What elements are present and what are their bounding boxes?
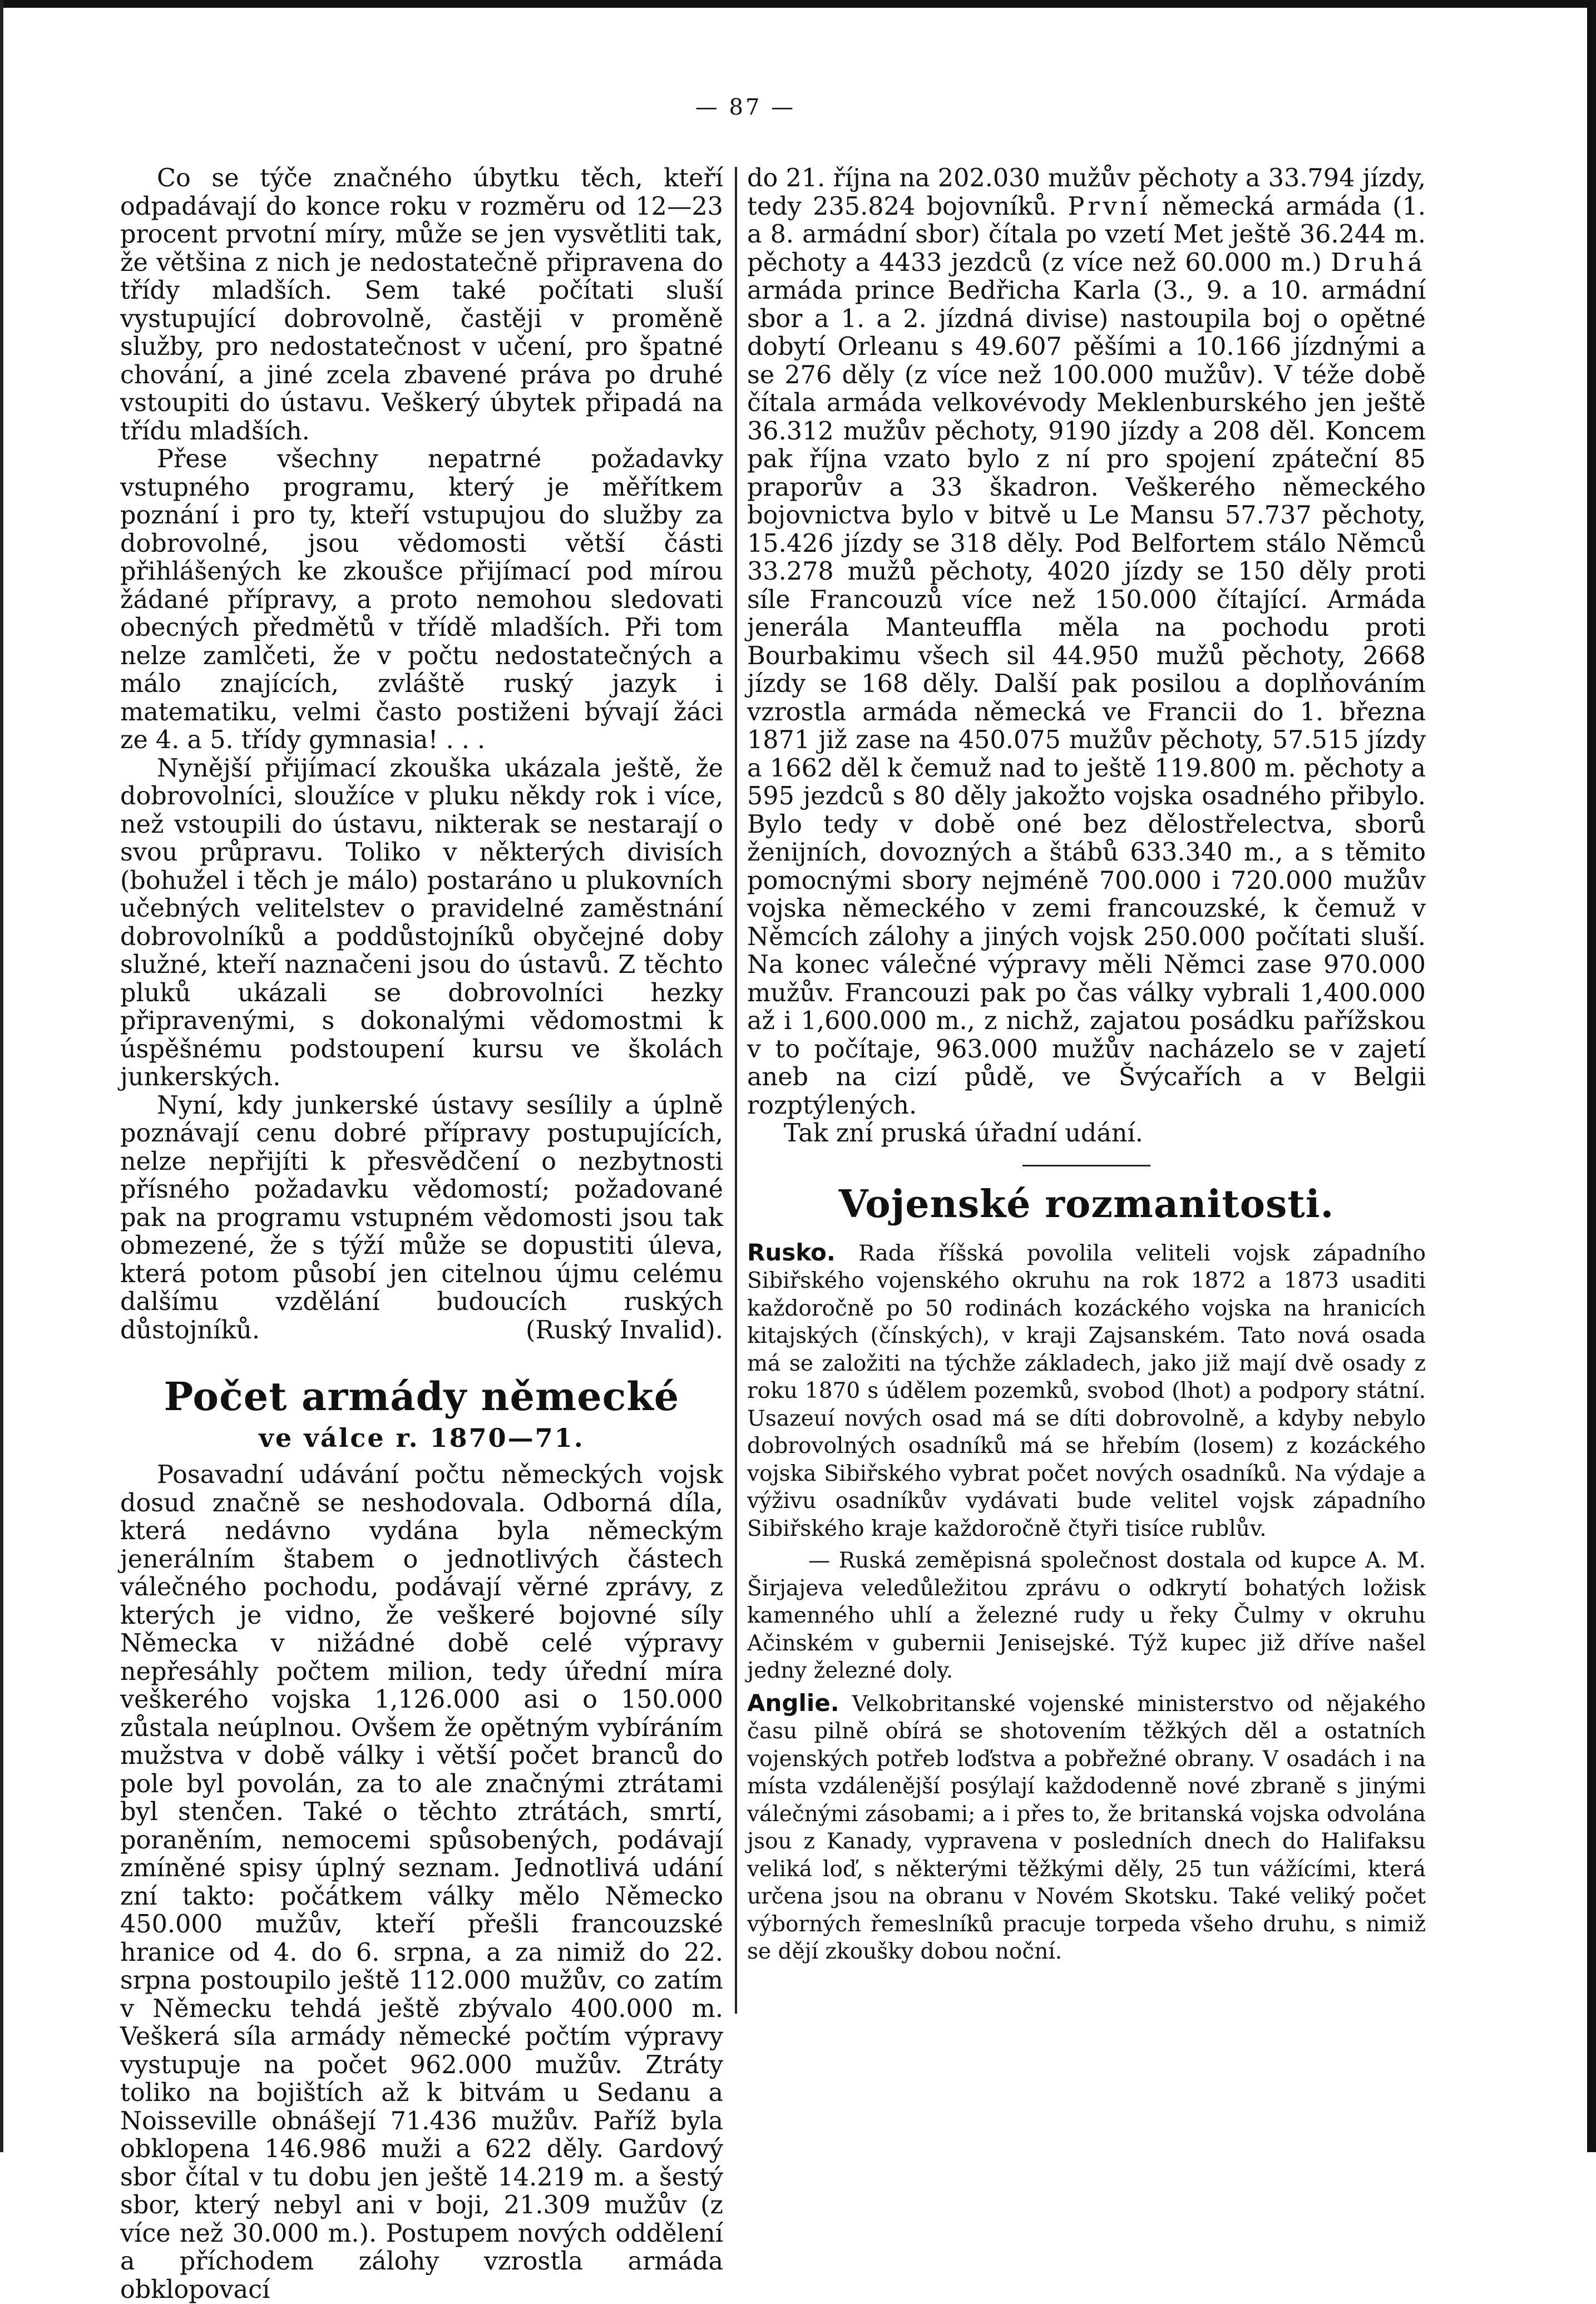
left-column bbox=[120, 165, 723, 2304]
section-heading: Vojenské rozmanitosti. bbox=[838, 1181, 1335, 1227]
news-item bbox=[747, 1239, 1426, 1543]
article-heading: Počet armády německé bbox=[164, 1373, 680, 1420]
emphasis-text: Druhá bbox=[1331, 248, 1426, 277]
text-run: do 21. října na 202.030 mužův pěchoty a 33.794 jízdy, tedy 235.824 bojovníků. bbox=[747, 164, 1426, 221]
page-number: — 87 — bbox=[695, 95, 796, 120]
source-citation: (Ruský Invalid). bbox=[526, 1316, 723, 1344]
scan-border-left bbox=[0, 0, 3, 2152]
text-run: německá armáda (1. a 8. armádní sbor) čítala po vzetí Met ještě 36.244 m. pěchoty a 4433 jezdců (z více než 60.000 m.) bbox=[747, 192, 1426, 277]
paragraph: Nynější přijímací zkouška ukázala ještě, že dobrovolníci, sloužíce v pluku někdy rok i více, než vstoupili do ústavu, nikterak se nestarají o svou průpravu. Toliko v některých divisích (bohužel i těch je málo) postaráno u plukovních učebných velitelstev o pravidelné zaměstnání dobrovolníků a poddůstojníků obyčejné doby služné, kteří naznačeni jsou do ústavů. Z těchto pluků ukázali se dobrovolníci hezky připravenými, s dokonalými vědomostmi k úspěšnému podstoupení kursu ve školách junkerských. bbox=[120, 754, 723, 1091]
news-item: — Ruská zeměpisná společnost dostala od kupce A. M. Širjajeva veledůležitou zprávu o odkrytí bohatých ložisk kamenného uhlí a železné rudy u řeky Čulmy v okruhu Ačinském v gubernii Jenisejské. Týž kupec již dříve našel jedny železné doly. bbox=[747, 1548, 1426, 1683]
scan-border-right bbox=[1587, 0, 1596, 2152]
paragraph bbox=[120, 1092, 723, 1345]
paragraph bbox=[747, 165, 1426, 1120]
paragraph: Přese všechny nepatrné požadavky vstupného programu, který je měřítkem poznání i pro ty, kteří vstupujou do služby za dobrovolné, jsou vědomosti větší části přihlášených ke zkoušce přijímací pod mírou žádané přípravy, a proto nemohou sledovati obecných předmětů v třídě mladších. Při tom nelze zamlčeti, že v počtu nedostatečných a málo znajících, zvláště ruský jazyk i matematiku, velmi často postiženi bývají žáci ze 4. a 5. třídy gymnasia! . . . bbox=[120, 445, 723, 754]
paragraph: Posavadní udávání počtu německých vojsk dosud značně se neshodovala. Odborná díla, která nedávno vydána byla německým jenerálním štabem o jednotlivých částech válečného pochodu, podávají věrné zprávy, z kterých je vidno, že veškeré bojovné síly Německa v nižádné době celé výpravy nepřesáhly počtem milion, tedy úřední míra veškerého vojska 1,126.000 asi o 150.000 zůstala neúplnou. Ovšem že opětným vybíráním mužstva v době války i větší počet branců do pole byl povolán, za to ale značnými ztrátami byl stenčen. Také o těchto ztrátách, smrtí, poraněním, nemocemi spůsobených, podávají zmíněné spisy úplný seznam. Jednotlivá udání zní takto: počátkem války mělo Německo 450.000 mužův, kteří přešli francouzské hranice od 4. do 6. srpna, a za nimiž do 22. srpna postoupilo ještě 112.000 mužův, co zatím v Německu tehdá ještě zbývalo 400.000 m. Veškerá síla armády německé počtím výpravy vystupuje na počet 962.000 mužův. Ztráty toliko na bojištích až k bitvám u Sedanu a Noisseville obnášejí 71.436 mužův. Paříž byla obklopena 146.986 muži a 622 děly. Gardový sbor čítal v tu dobu jen ještě 14.219 m. a šestý sbor, který nebyl ani v boji, 21.309 mužův (z více než 30.000 m.). Postupem nových oddělení a příchodem zálohy vzrostla armáda obklopovací bbox=[120, 1461, 723, 2304]
article-subheading: ve válce r. 1870—71. bbox=[259, 1423, 585, 1453]
news-items bbox=[747, 1239, 1426, 1966]
news-item bbox=[747, 1689, 1426, 1966]
column-divider bbox=[735, 167, 737, 2014]
news-text: Velkobritanské vojenské ministerstvo od nějakého času pilně obírá se shotovením těžkých děl a ostatních vojenských potřeb loďstva a pobřežné obrany. V osadách i na místa vzdálenější posýlají každodenně nové zbraně s jinými válečnými zásobami; a i přes to, že britanská vojska odvolána jsou z Kanady, vypravena v posledních dnech do Halifaksu veliká loď, s některými těžkými děly, 25 tun vážícími, která určena jsou na obranu v Novém Skotsku. Také veliký počet výborných řemeslníků pracuje torpeda všeho druhu, s nimiž se dějí zkoušky dobou noční. bbox=[747, 1691, 1426, 1964]
emphasis-text: První bbox=[1068, 192, 1151, 221]
country-label: Rusko. bbox=[747, 1238, 836, 1266]
news-text: Rada říšská povolila veliteli vojsk západního Sibiřského vojenského okruhu na rok 1872 a 1873 usaditi každoročně po 50 rodinách kozáckého vojska na hranicích kitajských (čínských), v kraji Zajsanském. Tato nová osada má se založiti na týchže základech, jako již mají dvě osady z roku 1870 s údělem pozemků, svobod (lhot) a podpory státní. Usazeuí nových osad má se díti dobrovolně, a kdyby nebylo dobrovolných osadníků má se hřebím (losem) z kozáckého vojska Sibiřského vybrat počet nových osadníků. Na výdaje a výživu osadníkův vydávati bude velitel vojsk západního Sibiřského kraje každoročně čtyři tisíce rublův. bbox=[747, 1240, 1426, 1541]
paragraph: Co se týče značného úbytku těch, kteří odpadávají do konce roku v rozměru od 12—23 procent prvotní míry, může se jen vysvětliti tak, že většina z nich je nedostatečně připravena do třídy mladších. Sem také počítati sluší vystupující dobrovolně, častěji v proměně služby, pro nedostatečnost v učení, pro špatné chování, a jiné zcela zbavené práva po druhé vstoupiti do ústavu. Veškerý úbytek připadá na třídu mladších. bbox=[120, 164, 723, 446]
scan-border-top bbox=[0, 0, 1596, 8]
section-rule bbox=[1022, 1165, 1150, 1166]
paragraph: Tak zní pruská úřadní udání. bbox=[784, 1119, 1143, 1148]
paragraph-text: Nyní, kdy junkerské ústavy sesílily a úplně poznávají cenu dobré přípravy postupujících, nelze nepřijíti k přesvědčení o nezbytnosti přísného požadavku vědomostí; požadované pak na programu vstupném vědomosti jsou tak obmezené, že s týží může se dopustiti úleva, která potom působí jen citelnou újmu celému dalšímu vzdělání budoucích ruských důstojníků. bbox=[120, 1091, 723, 1344]
country-label: Anglie. bbox=[747, 1689, 839, 1717]
text-run: armáda prince Bedřicha Karla (3., 9. a 10. armádní sbor a 1. a 2. jízdná divise) nastoupila boj o opětné dobytí Orleanu s 49.607 pěšími a 10.166 jízdnými a se 276 děly (z více než 100.000 mužův). V téže době čítala armáda velkovévody Meklenburského jen ještě 36.312 mužův pěchoty, 9190 jízdy a 208 děl. Koncem pak října vzato bylo z ní pro spojení zpáteční 85 praporův a 33 škadron. Veškerého německého bojovnictva bylo v bitvě u Le Mansu 57.737 pěchoty, 15.426 jízdy se 318 děly. Pod Belfortem stálo Němců 33.278 mužů pěchoty, 4020 jízdy se 150 děly proti síle Francouzů více než 150.000 čítající. Armáda jenerála Manteuffla měla na pochodu proti Bourbakimu všech sil 44.950 mužů pěchoty, 2668 jízdy se 168 děly. Další pak posilou a doplňováním vzrostla armáda německá ve Francii do 1. března 1871 již zase na 450.075 mužův pěchoty, 57.515 jízdy a 1662 děl k čemuž nad to ještě 119.800 m. pěchoty a 595 jezdců s 80 děly jakožto vojska osadného přibylo. Bylo tedy v době oné bez dělostřelectva, sborů ženijních, dovozných a štábů 633.340 m., a s těmito pomocnými sbory nejméně 700.000 i 720.000 mužův vojska německého v zemi francouzské, k čemuž v Němcích zálohy a jiných vojsk 250.000 počítati sluší. Na konec válečné výpravy měli Němci zase 970.000 mužův. Francouzi pak po čas války vybrali 1,400.000 až i 1,600.000 m., z nichž, zajatou posádku pařížskou v to počítaje, 963.000 mužův nacházelo se v zajetí aneb na cizí půdě, ve Švýcařích a v Belgii rozptýlených. bbox=[747, 276, 1426, 1120]
right-column bbox=[747, 165, 1426, 1966]
